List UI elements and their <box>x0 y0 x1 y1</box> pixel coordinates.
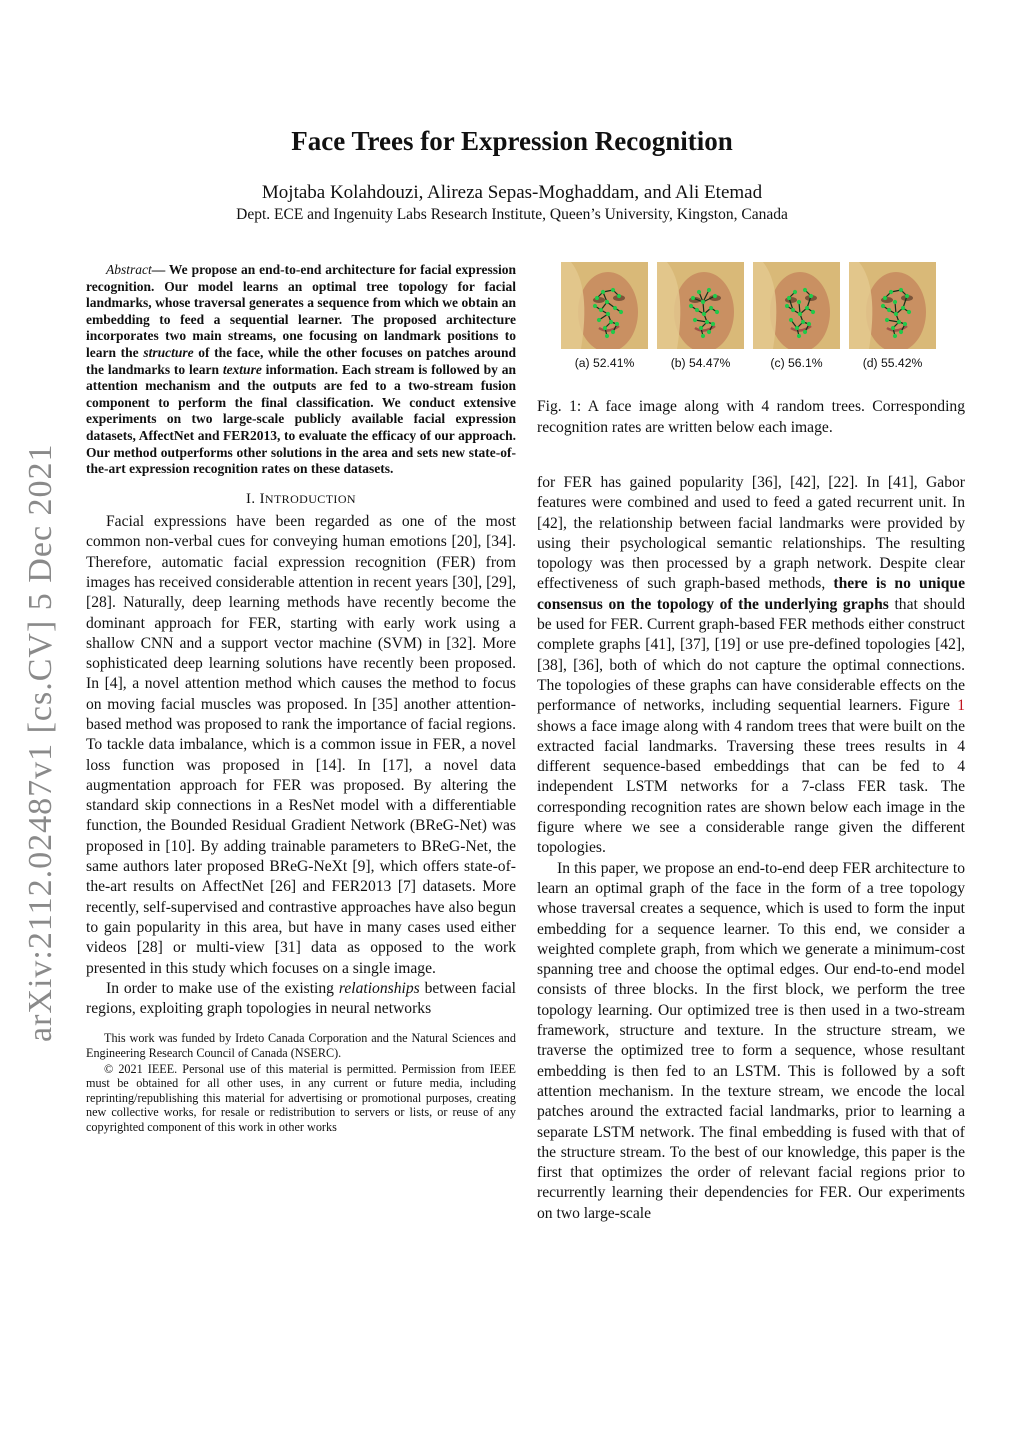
section-title-rest: NTRODUCTION <box>264 491 356 506</box>
subcaption-c: (c) 56.1% <box>770 356 823 370</box>
footnotes <box>86 1031 516 1134</box>
intro-p2-text-a: In order to make use of the existing <box>106 979 339 997</box>
intro-p2-emphasis: relationships <box>338 979 420 997</box>
arxiv-identifier: arXiv:2112.02487v1 [cs.CV] 5 Dec 2021 <box>22 443 59 1042</box>
abstract-text-3: information. Each stream is followed by an attention mechanism and the outputs are fed to a two-stream fusion component to perform the final classification. We conduct extensive experiments on two large-scale publicly available facial expression datasets, AffectNet and FER2013, to evaluate the efficacy of our approach. Our method outperforms other solutions in the area and sets new state-of-the-art expression recognition rates on these datasets. <box>86 361 516 477</box>
face-image-b <box>657 262 744 349</box>
subcaption-b: (b) 54.47% <box>670 356 731 370</box>
right-p1-bold: there is no unique consensus on the topology of the underlying graphs <box>537 575 965 613</box>
abstract-dash: — <box>151 262 166 277</box>
figure-caption: Fig. 1: A face image along with 4 random trees. Corresponding recognition rates are written below each image. <box>537 398 965 436</box>
intro-paragraph-1: Facial expressions have been regarded as one of the most common non-verbal cues for conveying human emotions [20], [34]. Therefore, automatic facial expression recognition (FER) from images has received considerable attention in recent years [30], [29], [28]. Naturally, deep learning methods have recently become the dominant approach for FER, starting with early work using a shallow CNN and a support vector machine (SVM) in [32]. More sophisticated deep learning solutions have recently been proposed. In [4], a novel attention method which causes the method to focus on moving facial muscles was proposed. In [35] another attention-based method was proposed to rank the importance of facial regions. To tackle data imbalance, which is a common issue in FER, a novel loss function was proposed in [14]. In [17], a novel data augmentation approach for FER was proposed. By altering the standard skip connections in a ResNet model with a differentiable function, the Bounded Residual Gradient Network (BReG-Net) was proposed in [10]. By adding trainable parameters to BReG-Net, the same authors later proposed BReG-NeXt [9], which offers state-of-the-art results on AffectNet [26] and FER2013 [7] datasets. More recently, self-supervised and contrastive approaches have also begun to gain popularity in this area, but have in many cases used either videos [28] or multi-view [31] data as opposed to the work presented in this study which focuses on a single image. <box>86 513 516 977</box>
footnote-copyright: © 2021 IEEE. Personal use of this material is permitted. Permission from IEEE must be obtained for all other uses, in any current or future media, including reprinting/republishing this material for advertising or promotional purposes, creating new collective works, for resale or redistribution to servers or lists, or reuse of any copyrighted component of this work in other works <box>86 1061 516 1134</box>
face-image-c <box>753 262 840 349</box>
left-column <box>86 262 516 1136</box>
paper-affiliation: Dept. ECE and Ingenuity Labs Research Institute, Queen’s University, Kingston, Canada <box>236 206 788 223</box>
figure-panel-d <box>849 262 936 373</box>
figure-thumbnails <box>537 262 965 373</box>
abstract <box>86 262 516 478</box>
footnote-funding: This work was funded by Irdeto Canada Corporation and the Natural Sciences and Engineering Research Council of Canada (NSERC). <box>86 1031 516 1061</box>
figure-panel-c <box>753 262 840 373</box>
right-column <box>537 262 965 1224</box>
figure-panel-b <box>657 262 744 373</box>
right-p1-text-a: for FER has gained popularity [36], [42], [22]. In [41], Gabor features were combined and used to feed a gated recurrent unit. In [42], the relationship between facial landmarks were provided by using their psychological semantic relationships. The resulting topology was then processed by a graph network. Despite clear effectiveness of such graph-based methods, <box>537 474 965 593</box>
abstract-label: Abstract <box>106 262 152 277</box>
right-p1-text-c: shows a face image along with 4 random trees that were built on the extracted facial landmarks. Traversing these trees results in 4 different sequence-based embeddings that can be fed to 4 independent LSTM networks for a 7-class FER task. The corresponding recognition rates are shown below each image in the figure where we see a considerable range given the different topologies. <box>537 717 965 857</box>
paper-authors: Mojtaba Kolahdouzi, Alireza Sepas-Moghaddam, and Ali Etemad <box>261 182 763 203</box>
intro-p2-text-b: between facial regions, exploiting graph topologies in neural networks <box>86 979 517 1018</box>
intro-paragraph-2 <box>86 979 516 1020</box>
figure-panel-a <box>561 262 648 373</box>
abstract-text-1: We propose an end-to-end architecture for facial expression recognition. Our model learns an optimal tree topology for facial landmarks, whose traversal generates a sequence from which we obtain an embedding to feed a sequential learner. The proposed architecture incorporates two main streams, one focusing on landmark positions to learn the <box>86 262 516 360</box>
abstract-text-2: of the face, while the other focuses on patches around the landmarks to learn <box>86 344 516 377</box>
right-body <box>537 473 965 1224</box>
right-paragraph-2: In this paper, we propose an end-to-end deep FER architecture to learn an optimal graph of the face in the form of a tree topology whose traversal creates a sequence, which is used to form the input embedding for a sequence learner. To this end, we consider a weighted complete graph, from which we generate a minimum-cost spanning tree and choose the optimal edges. Our end-to-end model consists of three blocks. In the first block, we perform the tree topology learning. Our optimized tree is then used in a two-stream framework, structure and texture. In the structure stream, we traverse the optimized tree to form a sequence, whose resultant embedding is then fed to an LSTM. This is followed by a soft attention mechanism. In the texture stream, we encode the local patches around the extracted facial landmarks, prior to learning a separate LSTM network. The final embedding is fused with that of the structure stream. To the best of our knowledge, this paper is the first that optimizes the order of relevant facial regions prior to recurrently learning their dependencies for FER. Our experiments on two large-scale <box>537 859 965 1222</box>
subcaption-d: (d) 55.42% <box>862 356 923 370</box>
abstract-emphasis-texture: texture <box>222 361 262 377</box>
section-heading-introduction <box>86 489 516 509</box>
right-p1-text-b: that should be used for FER. Current graph-based FER methods either construct complete graphs [41], [37], [19] or use pre-defined topologies [42], [38], [36], both of which do not capture the optimal connections. The topologies of these graphs can have considerable effects on the performance of networks, including sequential learners. Figure <box>537 595 965 715</box>
subcaption-a: (a) 52.41% <box>574 356 635 370</box>
paper-title: Face Trees for Expression Recognition <box>291 126 733 156</box>
section-first-letter: I <box>259 490 265 507</box>
right-paragraph-1 <box>537 473 965 859</box>
figure-reference-link[interactable]: 1 <box>957 697 965 715</box>
section-number: I. <box>246 490 260 507</box>
abstract-emphasis-structure: structure <box>143 344 194 360</box>
face-image-d <box>849 262 936 349</box>
figure-1 <box>537 262 965 467</box>
face-image-a <box>561 262 648 349</box>
